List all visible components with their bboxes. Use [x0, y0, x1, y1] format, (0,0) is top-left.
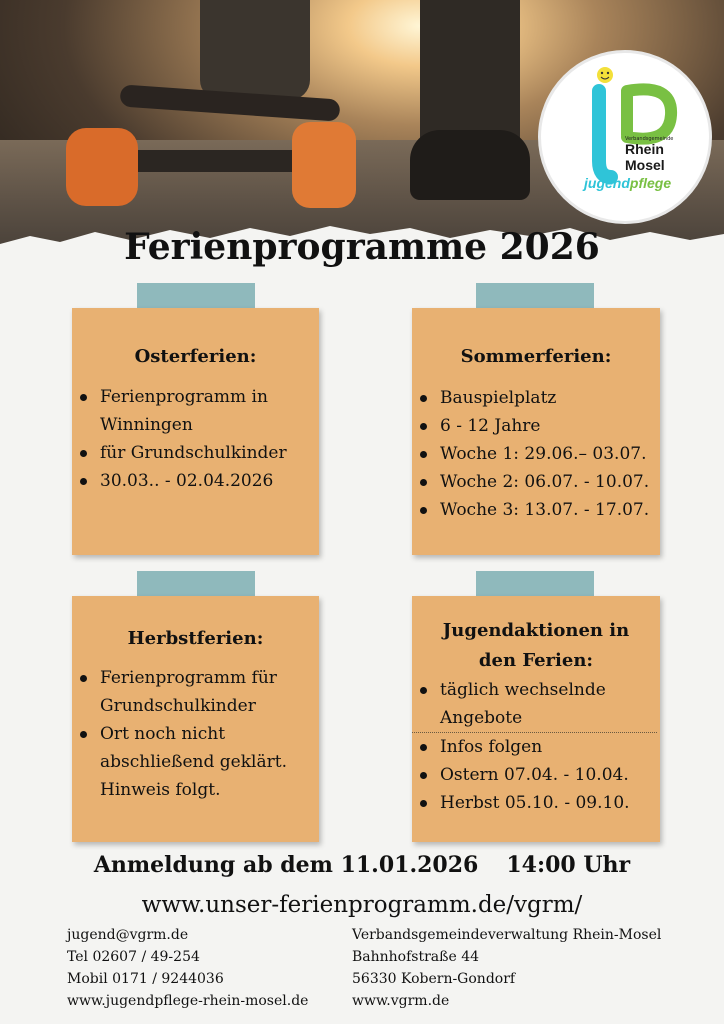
leg-right	[420, 0, 520, 150]
logo-small-text: Verbandsgemeinde	[625, 136, 674, 142]
list-item: Ferienprogramm für Grundschulkinder	[72, 664, 307, 720]
note-herbstferien	[72, 596, 319, 842]
shoe	[410, 130, 530, 200]
note-sommerferien	[412, 308, 660, 555]
note-list	[412, 384, 660, 524]
registration-info	[0, 852, 724, 878]
org-city: 56330 Kobern-Gondorf	[352, 971, 516, 987]
org-street: Bahnhofstraße 44	[352, 949, 480, 965]
skateboard-wheel	[66, 128, 138, 206]
list-item: Ostern 07.04. - 10.04.	[412, 761, 657, 789]
note-list	[72, 383, 312, 495]
logo-mosel: Mosel	[625, 157, 665, 173]
note-heading: Jugendaktionen in den Ferien:	[442, 620, 630, 671]
contact-left	[67, 924, 308, 1012]
list-item: für Grundschulkinder	[72, 439, 312, 467]
registration-time: 14:00 Uhr	[506, 852, 631, 878]
contact-email[interactable]: jugend@vgrm.de	[67, 927, 189, 943]
list-item: Woche 2: 06.07. - 10.07.	[412, 468, 660, 496]
logo-rhein: Rhein	[625, 141, 664, 157]
note-heading: Osterferien:	[134, 346, 257, 367]
list-item: Woche 1: 29.06.– 03.07.	[412, 440, 660, 468]
list-item: Infos folgen	[412, 733, 657, 761]
list-item: 6 - 12 Jahre	[412, 412, 660, 440]
page-title: Ferienprogramme 2026	[124, 226, 600, 268]
logo-brand-part1: jugend	[584, 175, 630, 191]
list-item: Ort noch nicht abschließend geklärt. Hinweis folgt.	[72, 720, 307, 804]
list-item: Bauspielplatz	[412, 384, 660, 412]
list-item: Woche 3: 13.07. - 17.07.	[412, 496, 660, 524]
logo-brand-part2: pflege	[629, 175, 672, 191]
contact-website[interactable]: www.jugendpflege-rhein-mosel.de	[67, 993, 309, 1009]
note-jugendaktionen	[412, 596, 660, 842]
note-list	[72, 664, 307, 804]
skateboard-axle	[120, 150, 310, 172]
jugendpflege-logo	[541, 53, 709, 221]
note-heading: Herbstferien:	[127, 628, 264, 649]
registration-date: Anmeldung ab dem 11.01.2026	[93, 852, 479, 878]
note-heading: Sommerferien:	[460, 346, 612, 367]
website-link[interactable]: www.unser-ferienprogramm.de/vgrm/	[141, 892, 583, 918]
leg-left	[200, 0, 310, 100]
skateboard-wheel	[292, 122, 356, 208]
list-item: Herbst 05.10. - 09.10.	[412, 789, 657, 817]
list-item: Ferienprogramm in Winningen	[72, 383, 312, 439]
note-osterferien	[72, 308, 319, 555]
contact-phone: Tel 02607 / 49-254	[67, 949, 200, 965]
contact-mobile: Mobil 0171 / 9244036	[67, 971, 224, 987]
org-name: Verbandsgemeindeverwaltung Rhein-Mosel	[352, 927, 662, 943]
org-website[interactable]: www.vgrm.de	[352, 993, 450, 1009]
logo-brand	[584, 175, 671, 191]
list-item: 30.03.. - 02.04.2026	[72, 467, 312, 495]
list-item: täglich wechselnde Angebote	[412, 676, 657, 733]
note-list	[412, 676, 657, 817]
contact-right	[352, 924, 661, 1012]
